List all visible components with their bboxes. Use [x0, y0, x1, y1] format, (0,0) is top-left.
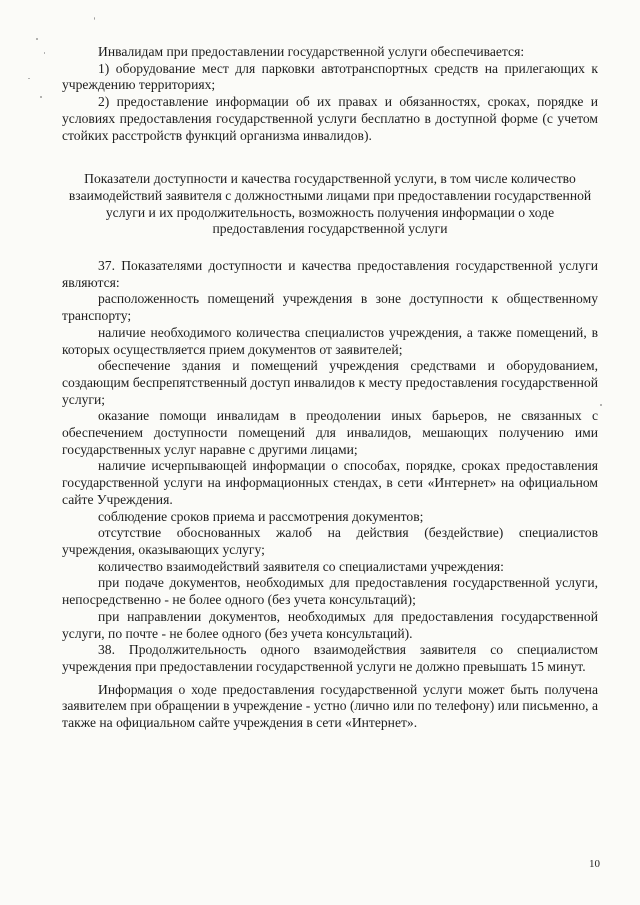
paragraph-barriers: оказание помощи инвалидам в преодолении иных барьеров, не связанных с обеспечением доступности помещений для инвалидов, мешающих получению ими государственных услуг наравне с другими лицами;: [62, 408, 598, 457]
paragraph-progress-info: Информация о ходе предоставления государственной услуги может быть получена заявителем при обращении в учреждение - устно (лично или по телефону) или письменно, а также на официальном сайте учреждения в сети «Интернет».: [62, 681, 598, 731]
paragraph-equipment: обеспечение здания и помещений учреждения средствами и оборудованием, создающим беспрепятственный доступ инвалидов к месту предоставления государственной услуги;: [62, 358, 598, 407]
paragraph-deadlines: соблюдение сроков приема и рассмотрения документов;: [98, 508, 424, 524]
document-page: [62, 44, 598, 732]
paragraph-38: 38. Продолжительность одного взаимодействия заявителя со специалистом учреждения при предоставлении государственной услуги не должно превышать 15 минут.: [62, 642, 598, 674]
paragraph-mail: при направлении документов, необходимых для предоставления государственной услуги, по почте - не более одного (без учета консультаций).: [62, 608, 598, 641]
section-heading: Показатели доступности и качества государственной услуги, в том числе количество взаимодействий заявителя с должностными лицами при предоставлении государственной услуги и их продолжительность, возможность получения информации о ходе предоставления государственной услуги: [68, 171, 592, 237]
scan-speck: [600, 404, 602, 406]
paragraph-specialists: наличие необходимого количества специалистов учреждения, а также помещений, в которых осуществляется прием документов от заявителей;: [62, 324, 598, 357]
paragraph-intro: Инвалидам при предоставлении государственной услуги обеспечивается:: [98, 44, 525, 59]
spacer: [62, 238, 598, 258]
scan-speck: [44, 52, 45, 54]
paragraph-item-1: 1) оборудование мест для парковки автотранспортных средств на прилегающих к учреждению территориях;: [62, 60, 598, 93]
paragraph-interactions: количество взаимодействий заявителя со специалистами учреждения:: [98, 558, 504, 574]
scan-speck: [94, 17, 95, 20]
page-number: 10: [589, 858, 600, 870]
paragraph-item-2: 2) предоставление информации об их правах и обязанностях, сроках, порядке и условиях предоставления государственной услуги бесплатно в доступной форме (с учетом стойких расстройств функций организма инвалидов).: [62, 94, 598, 143]
paragraph-submission: при подаче документов, необходимых для предоставления государственной услуги, непосредственно - не более одного (без учета консультаций);: [62, 575, 598, 608]
paragraph-transport: расположенность помещений учреждения в зоне доступности к общественному транспорту;: [62, 291, 598, 324]
paragraph-37: 37. Показателями доступности и качества предоставления государственной услуги являются:: [62, 258, 598, 290]
paragraph-information: наличие исчерпывающей информации о способах, порядке, сроках предоставления государственной услуги на информационных стендах, в сети «Интернет» на официальном сайте Учреждения.: [62, 458, 598, 507]
scan-speck: [36, 38, 38, 40]
scan-speck: [28, 78, 30, 79]
paragraph-complaints: отсутствие обоснованных жалоб на действия (бездействие) специалистов учреждения, оказывающих услугу;: [62, 525, 598, 557]
scan-speck: [40, 96, 42, 98]
spacer: [62, 144, 598, 171]
